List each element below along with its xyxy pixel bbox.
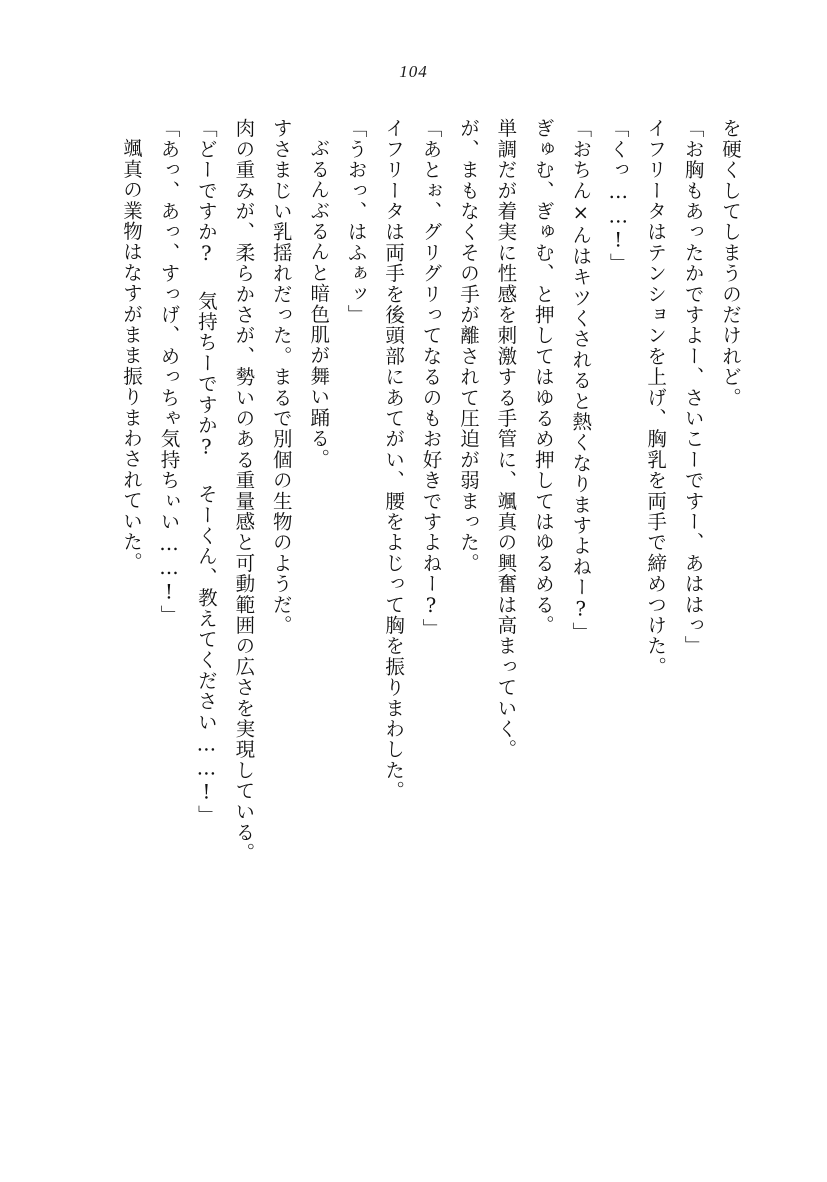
paragraph: 単調だが着実に性感を刺激する手管に、颯真の興奮は高まっていく。 [494, 118, 518, 760]
paragraph: 「うおっ、はふぁッ」 [344, 118, 368, 325]
paragraph: イフリータは両手を後頭部にあてがい、腰をよじって胸を振りまわした。 [382, 118, 406, 802]
paragraph: ぶるんぶるんと暗色肌が舞い踊る。 [307, 137, 331, 469]
paragraph: を硬くしてしまうのだけれど。 [719, 118, 742, 408]
paragraph: 「どーですか? 気持ちーですか? そーくん、教えてください……!」 [194, 118, 218, 826]
paragraph: 肉の重みが、柔らかさが、勢いのある重量感と可動範囲の広さを実現している。 [232, 118, 256, 864]
paragraph: が、まもなくその手が離されて圧迫が弱まった。 [456, 118, 480, 574]
paragraph: 「あとぉ、グリグリってなるのもお好きですよねー?」 [419, 118, 443, 639]
paragraph: 「あっ、あっ、すっげ、めっちゃ気持ちぃい……!」 [157, 118, 181, 626]
page-number: 104 [399, 62, 428, 81]
paragraph: 「くっ……!」 [606, 118, 630, 274]
paragraph: ぎゅむ、ぎゅむ、と押してはゆるめ押してはゆるめる。 [531, 118, 555, 636]
vertical-body-text [109, 118, 749, 1098]
paragraph: 颯真の業物はなすがまま振りまわされていた。 [120, 137, 143, 573]
paragraph: すさまじい乳揺れだった。まるで別個の生物のようだ。 [269, 118, 293, 636]
paragraph: 「おちん×んはキツくされると熱くなりますよねー?」 [569, 118, 593, 643]
paragraph: イフリータはテンションを上げ、胸乳を両手で締めつけた。 [644, 118, 668, 677]
paragraph: 「お胸もあったかですよー、さいこーですー、あははっ」 [681, 118, 705, 657]
